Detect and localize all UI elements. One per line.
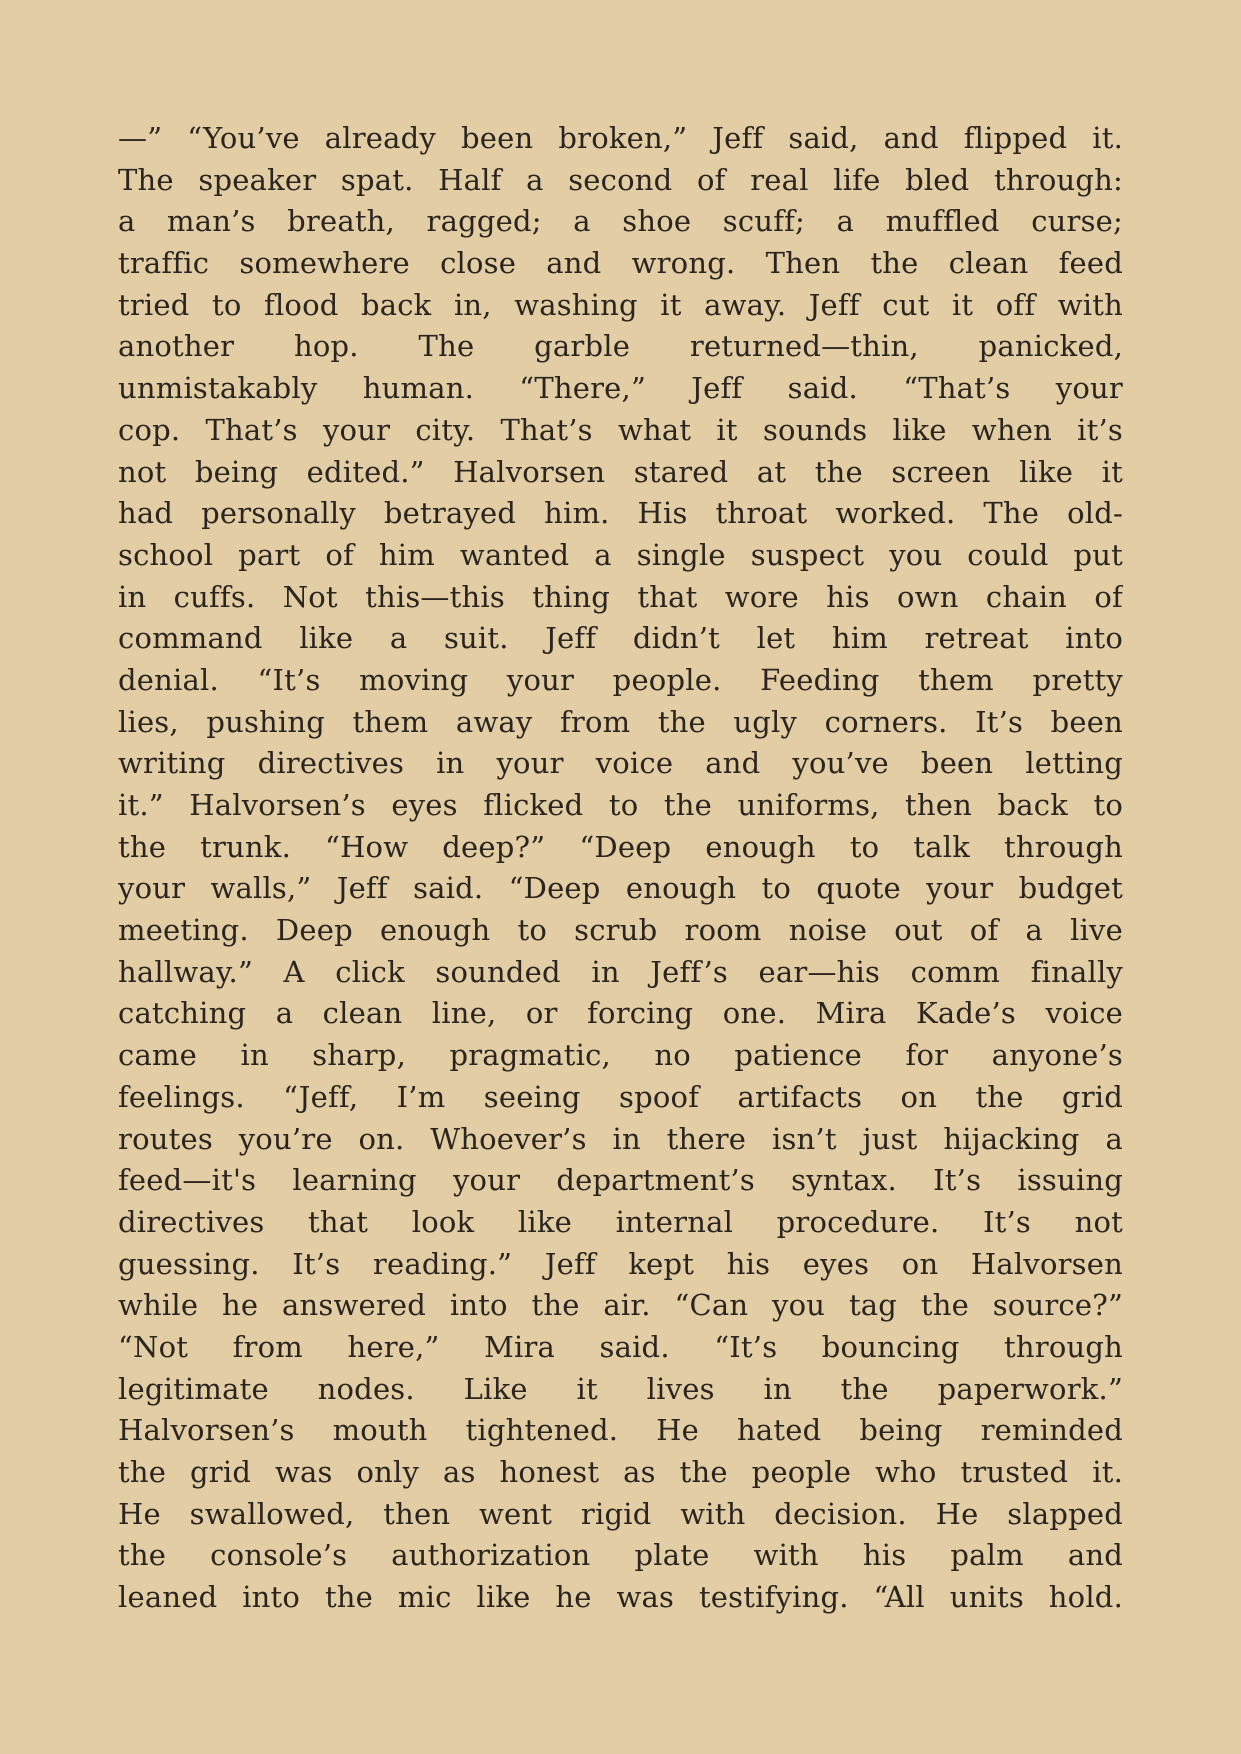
text-line: lies, pushing them away from the ugly corners. It’s been (118, 704, 1123, 739)
text-line: the console’s authorization plate with his palm and (118, 1538, 1123, 1573)
text-line: legitimate nodes. Like it lives in the paperwork.” (118, 1371, 1123, 1406)
text-line: unmistakably human. “There,” Jeff said. “That’s your (118, 371, 1123, 406)
text-line: a man’s breath, ragged; a shoe scuff; a muffled curse; (118, 204, 1123, 239)
text-line: “Not from here,” Mira said. “It’s bouncing through (118, 1329, 1123, 1364)
text-line: denial. “It’s moving your people. Feeding them pretty (118, 662, 1123, 697)
text-line: traffic somewhere close and wrong. Then the clean feed (118, 246, 1123, 281)
text-line: The speaker spat. Half a second of real life bled through: (118, 162, 1123, 197)
text-line: the grid was only as honest as the people who trusted it. (118, 1455, 1123, 1489)
text-line: the trunk. “How deep?” “Deep enough to talk through (118, 829, 1123, 864)
text-line: writing directives in your voice and you’ve been letting (118, 746, 1123, 781)
text-line: came in sharp, pragmatic, no patience for anyone’s (118, 1038, 1123, 1073)
text-line: Halvorsen’s mouth tightened. He hated being reminded (118, 1413, 1123, 1448)
text-line: tried to flood back in, washing it away. Jeff cut it off with (118, 287, 1123, 322)
text-line: school part of him wanted a single suspect you could put (118, 537, 1123, 572)
text-line: command like a suit. Jeff didn’t let him retreat into (118, 621, 1123, 656)
text-line: in cuffs. Not this—this thing that wore his own chain of (118, 579, 1123, 614)
text-line: meeting. Deep enough to scrub room noise out of a live (118, 913, 1123, 948)
text-line: feed—it's learning your department’s syntax. It’s issuing (118, 1163, 1123, 1198)
text-line: your walls,” Jeff said. “Deep enough to quote your budget (118, 871, 1123, 906)
text-line: another hop. The garble returned—thin, panicked, (118, 329, 1123, 364)
text-line: while he answered into the air. “Can you tag the source?” (118, 1288, 1123, 1323)
page-body-text (118, 118, 1123, 1619)
text-line: had personally betrayed him. His throat worked. The old- (118, 496, 1123, 531)
text-line: directives that look like internal procedure. It’s not (118, 1204, 1123, 1239)
text-line: leaned into the mic like he was testifying. “All units hold. (118, 1580, 1123, 1615)
text-line: routes you’re on. Whoever’s in there isn’t just hijacking a (118, 1121, 1123, 1156)
text-line: hallway.” A click sounded in Jeff’s ear—his comm finally (118, 954, 1123, 989)
text-line: catching a clean line, or forcing one. Mira Kade’s voice (118, 996, 1123, 1031)
text-line: it.” Halvorsen’s eyes flicked to the uniforms, then back to (118, 788, 1123, 822)
text-line: not being edited.” Halvorsen stared at the screen like it (118, 454, 1123, 489)
text-line: guessing. It’s reading.” Jeff kept his eyes on Halvorsen (118, 1246, 1123, 1281)
text-line: feelings. “Jeff, I’m seeing spoof artifacts on the grid (118, 1079, 1123, 1114)
text-line: —” “You’ve already been broken,” Jeff said, and flipped it. (118, 121, 1123, 155)
text-line: cop. That’s your city. That’s what it sounds like when it’s (118, 412, 1123, 447)
text-line: He swallowed, then went rigid with decision. He slapped (118, 1496, 1123, 1531)
